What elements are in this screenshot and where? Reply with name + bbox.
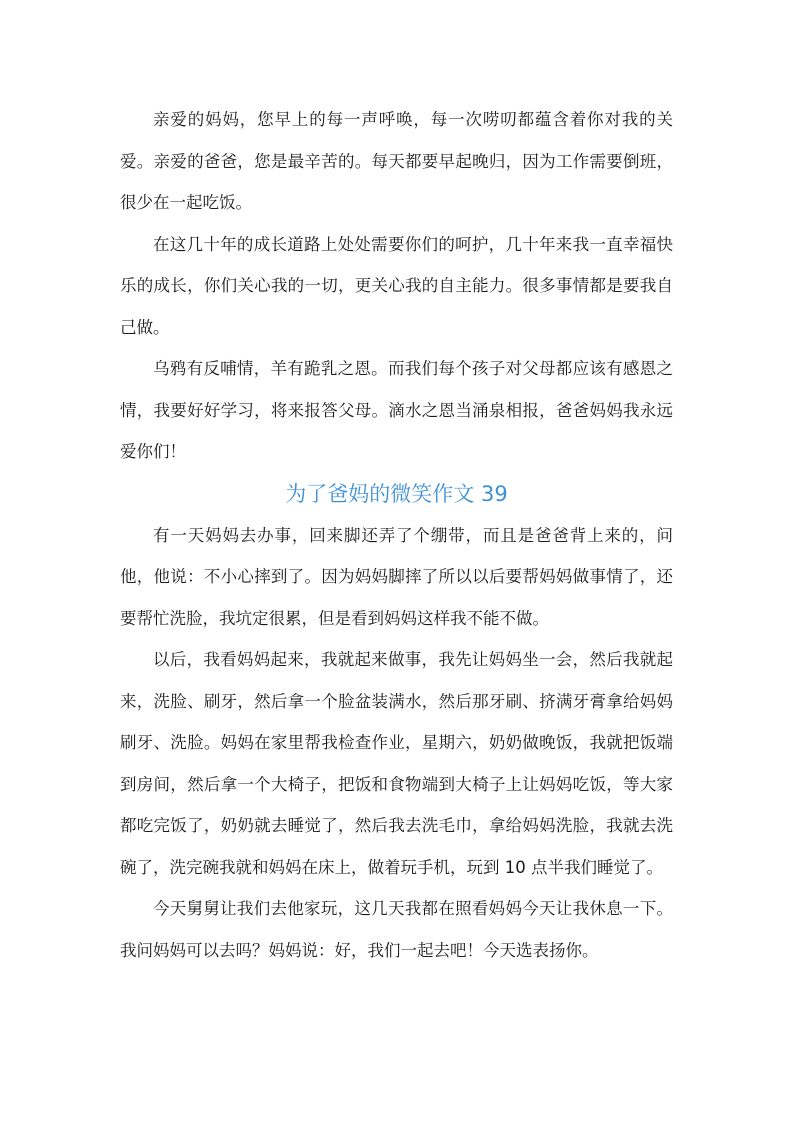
paragraph: 有一天妈妈去办事，回来脚还弄了个绷带，而且是爸爸背上来的，问他，他说：不小心摔到了。因为妈妈脚摔了所以以后要帮妈妈做事情了，还要帮忙洗脸，我坑定很累，但是看到妈妈这样我不能不做。 <box>120 525 673 628</box>
document-body <box>120 99 673 971</box>
paragraph: 今天舅舅让我们去他家玩，这几天我都在照看妈妈今天让我休息一下。我问妈妈可以去吗？妈妈说：好，我们一起去吧！今天选表扬你。 <box>120 899 673 960</box>
paragraph: 乌鸦有反哺情，羊有跪乳之恩。而我们每个孩子对父母都应该有感恩之情，我要好好学习，将来报答父母。滴水之恩当涌泉相报，爸爸妈妈我永远爱你们！ <box>120 359 673 461</box>
section-heading: 为了爸妈的微笑作文 39 <box>285 481 508 506</box>
paragraph: 以后，我看妈妈起来，我就起来做事，我先让妈妈坐一会，然后我就起来，洗脸、刷牙，然后拿一个脸盆装满水，然后那牙刷、挤满牙膏拿给妈妈刷牙、洗脸。妈妈在家里帮我检查作业，星期六，奶奶做晚饭，我就把饭端到房间，然后拿一个大椅子，把饭和食物端到大椅子上让妈妈吃饭，等大家都吃完饭了，奶奶就去睡觉了，然后我去洗毛巾，拿给妈妈洗脸，我就去洗碗了，洗完碗我就和妈妈在床上，做着玩手机，玩到 10 点半我们睡觉了。 <box>120 650 673 877</box>
paragraph: 在这几十年的成长道路上处处需要你们的呵护，几十年来我一直幸福快乐的成长，你们关心我的一切，更关心我的自主能力。很多事情都是要我自己做。 <box>120 234 673 337</box>
paragraph: 亲爱的妈妈，您早上的每一声呼唤，每一次唠叨都蕴含着你对我的关爱。亲爱的爸爸，您是最辛苦的。每天都要早起晚归，因为工作需要倒班，很少在一起吃饭。 <box>120 110 673 212</box>
